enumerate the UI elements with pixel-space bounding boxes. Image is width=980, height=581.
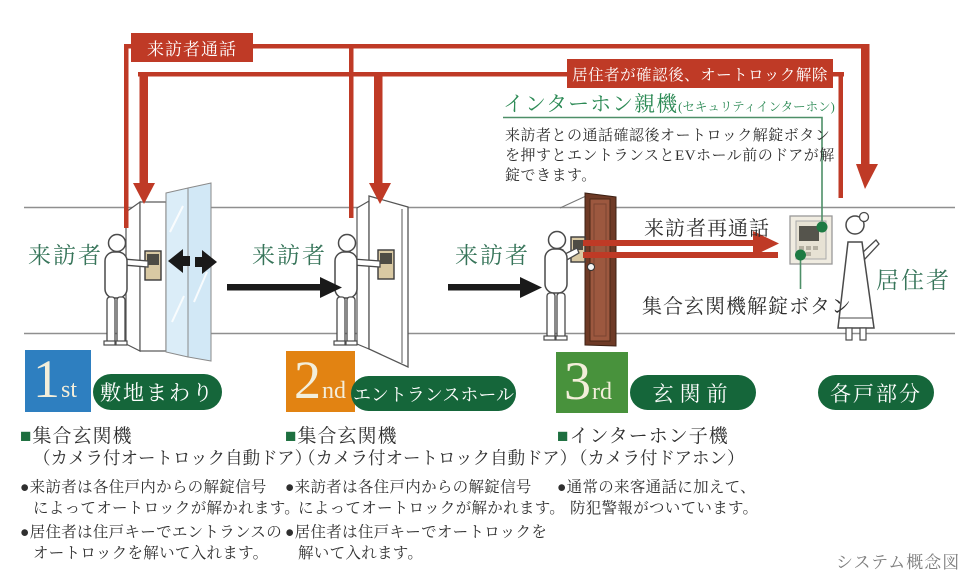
stage-3-number: 3 — [564, 351, 591, 411]
indicator-dot-bottom — [795, 250, 806, 261]
stage-2-note: ●来訪者は各住戸内からの解錠信号 — [285, 479, 532, 496]
square-bullet-icon: ■ — [20, 426, 33, 447]
stage-2-note: 解いて入れます。 — [298, 545, 424, 562]
stage-1-badge — [25, 350, 91, 412]
door-knob-icon — [588, 264, 595, 271]
stage-1-number: 1 — [33, 349, 60, 409]
door-2-entrance-hall — [357, 196, 408, 367]
door-1-auto-glass — [126, 183, 217, 361]
indicator-dot-top — [817, 222, 828, 233]
stage-1-location: 敷地まわり — [93, 374, 222, 410]
stage-1-note: ●来訪者は各住戸内からの解錠信号 — [20, 479, 267, 496]
callout-visitor-call: 来訪者通話 — [131, 33, 253, 62]
stage-2-device-sub: （カメラ付オートロック自動ドア） — [298, 448, 578, 468]
square-bullet-icon: ■ — [557, 426, 570, 447]
stage-2-suffix: nd — [322, 378, 346, 404]
stage-3-device-name: インターホン子機 — [569, 426, 729, 447]
master-unit-title: インターホン親機 — [503, 92, 679, 116]
label-resident: 居住者 — [876, 268, 951, 293]
stage-3-note: ●通常の来客通話に加えて、 — [557, 479, 756, 496]
label-unlock-button: 集合玄関機解錠ボタン — [642, 296, 852, 318]
stage-2-location: エントランスホール — [351, 376, 516, 411]
door-3-unit-entrance — [560, 193, 616, 346]
square-bullet-icon: ■ — [285, 426, 298, 447]
stage-3-note: 防犯警報がついています。 — [570, 500, 759, 517]
stage-1-suffix: st — [61, 377, 78, 403]
stage-3-badge — [556, 352, 628, 413]
stage-2-device-name: 集合玄関機 — [297, 426, 398, 447]
master-unit-description: を押すとエントランスとEVホール前のドアが解 — [505, 148, 835, 164]
stage-3-location: 玄関前 — [630, 375, 756, 410]
stage-3-device — [557, 421, 729, 448]
label-visitor-3: 来訪者 — [455, 243, 530, 268]
person-resident — [838, 213, 879, 341]
stage-2-device — [285, 421, 398, 448]
stage-2-number: 2 — [294, 350, 321, 410]
master-unit-description: 錠できます。 — [505, 168, 597, 184]
label-visitor-recall: 来訪者再通話 — [644, 218, 770, 240]
stage-1-device-name: 集合玄関機 — [32, 426, 133, 447]
master-unit-description: 来訪者との通話確認後オートロック解錠ボタン — [505, 128, 831, 144]
stage-3-suffix: rd — [592, 379, 612, 405]
stage-2-badge — [286, 351, 355, 412]
stage-1-note: によってオートロックが解かれます。 — [33, 500, 301, 517]
stage-1-device — [20, 421, 133, 448]
stage-2-note: によってオートロックが解かれます。 — [298, 500, 566, 517]
master-unit-subtitle: (セキュリティインターホン) — [678, 100, 835, 114]
stage-2-note: ●居住者は住戸キーでオートロックを — [285, 524, 548, 541]
label-visitor-2: 来訪者 — [252, 243, 327, 268]
diagram-caption: システム概念図 — [836, 553, 961, 572]
stage-1-note: オートロックを解いて入れます。 — [33, 545, 269, 562]
master-unit-heading — [503, 88, 835, 118]
stage-1-note: ●居住者は住戸キーでエントランスの — [20, 524, 282, 541]
stage-3-device-sub: （カメラ付ドアホン） — [570, 448, 745, 468]
unit-section-pill: 各戸部分 — [818, 375, 934, 410]
callout-autolock-release: 居住者が確認後、オートロック解除 — [567, 59, 833, 88]
label-visitor-1: 来訪者 — [28, 243, 103, 268]
stage-1-device-sub: （カメラ付オートロック自動ドア） — [33, 448, 313, 468]
